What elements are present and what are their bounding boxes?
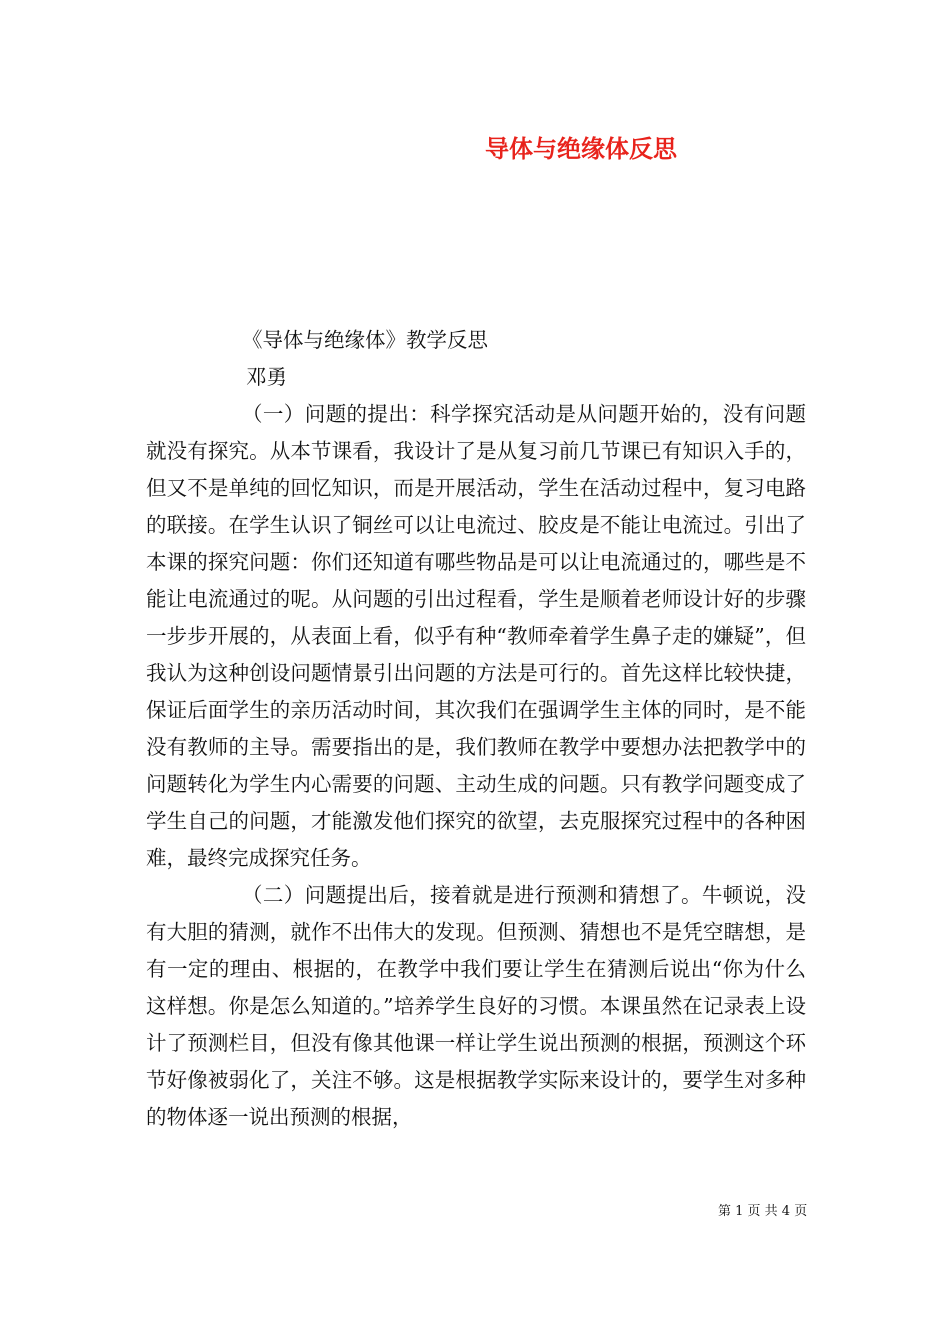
document-body	[146, 322, 806, 1136]
page-number: 第 1 页 共 4 页	[718, 1204, 808, 1219]
article-heading: 《导体与绝缘体》教学反思	[242, 328, 488, 352]
paragraph-2: （二）问题提出后，接着就是进行预测和猜想了。牛顿说，没有大胆的猜测，就作不出伟大的发现。但预测、猜想也不是凭空瞎想，是有一定的理由、根据的，在教学中我们要让学生在猜测后说出“你为什么这样想。你是怎么知道的。”培养学生良好的习惯。本课虽然在记录表上设计了预测栏目，但没有像其他课一样让学生说出预测的根据，预测这个环节好像被弱化了，关注不够。这是根据教学实际来设计的，要学生对多种的物体逐一说出预测的根据，	[146, 883, 806, 1129]
paragraph-1: （一）问题的提出：科学探究活动是从问题开始的，没有问题就没有探究。从本节课看，我设计了是从复习前几节课已有知识入手的，但又不是单纯的回忆知识，而是开展活动，学生在活动过程中，复习电路的联接。在学生认识了铜丝可以让电流过、胶皮是不能让电流过。引出了本课的探究问题：你们还知道有哪些物品是可以让电流通过的，哪些是不能让电流通过的呢。从问题的引出过程看，学生是顺着老师设计好的步骤一步步开展的，从表面上看，似乎有种“教师牵着学生鼻子走的嫌疑”，但我认为这种创设问题情景引出问题的方法是可行的。首先这样比较快捷，保证后面学生的亲历活动时间，其次我们在强调学生主体的同时，是不能没有教师的主导。需要指出的是，我们教师在教学中要想办法把教学中的问题转化为学生内心需要的问题、主动生成的问题。只有教学问题变成了学生自己的问题，才能激发他们探究的欲望，去克服探究过程中的各种困难，最终完成探究任务。	[146, 402, 806, 870]
page-title: 导体与绝缘体反思	[485, 134, 677, 163]
author-name: 邓勇	[246, 365, 287, 389]
